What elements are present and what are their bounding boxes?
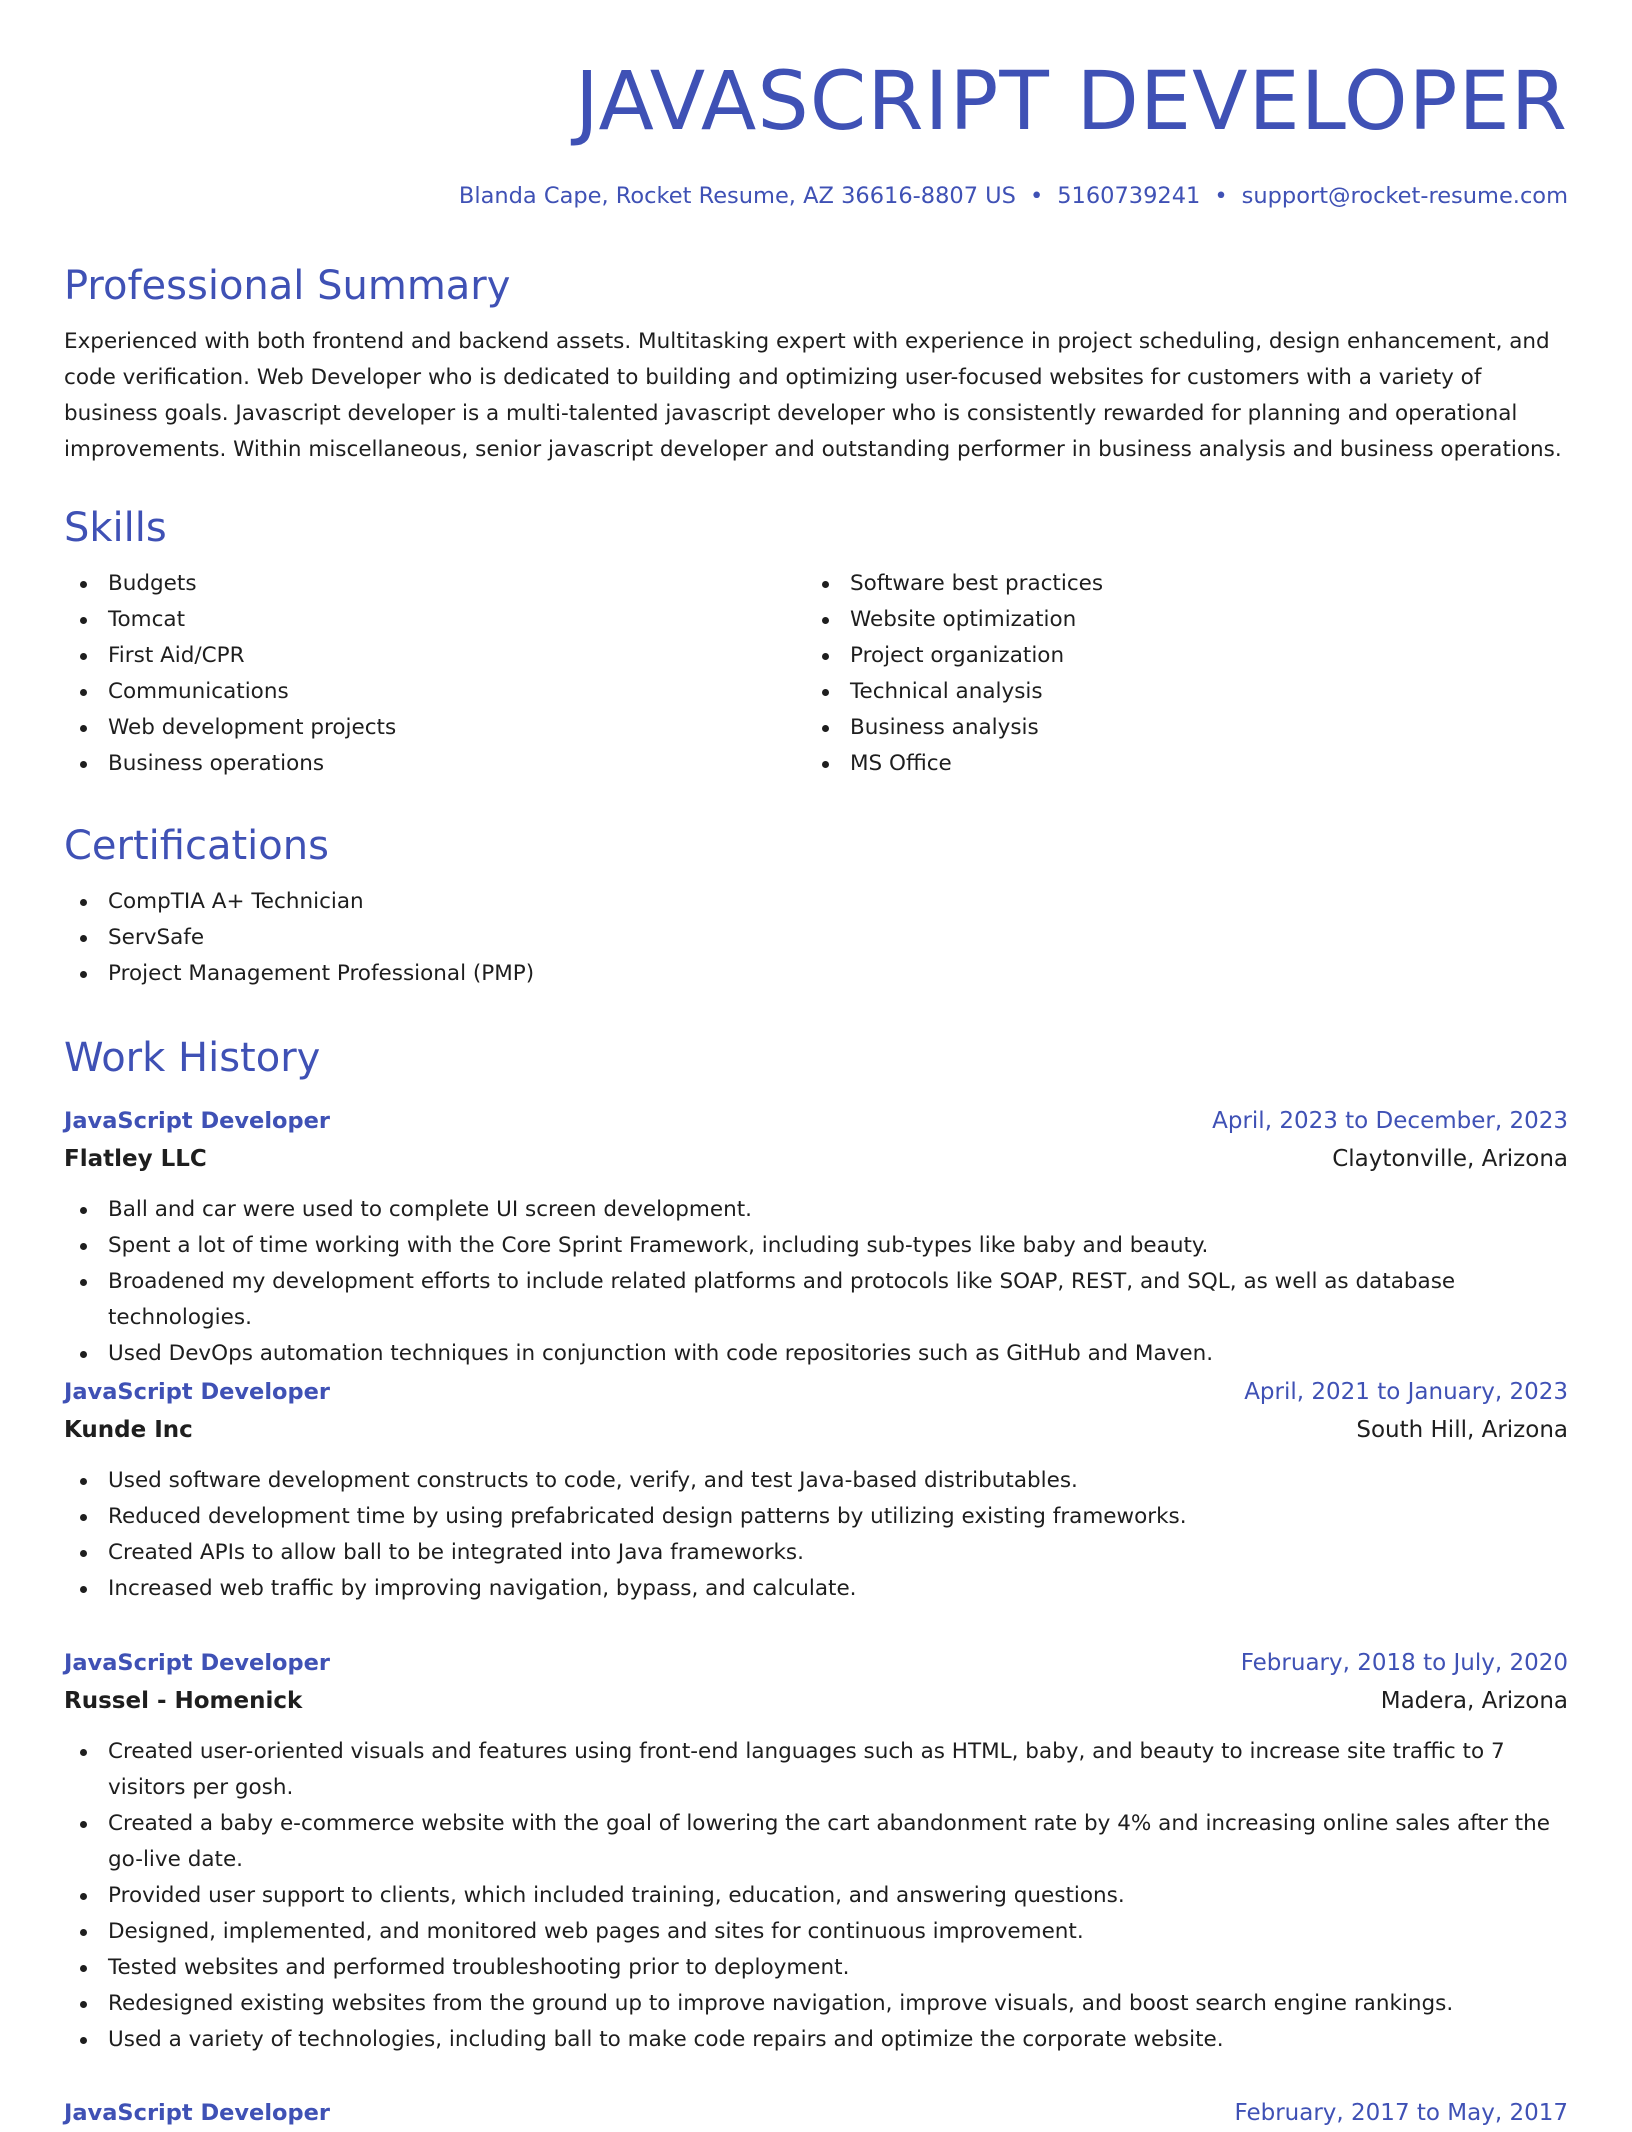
job-title: JavaScript Developer bbox=[64, 1108, 330, 1134]
skill-item: Software best practices bbox=[806, 566, 1548, 602]
job-entry bbox=[64, 1373, 1568, 1607]
job-bullet: Broadened my development efforts to include related platforms and protocols like SOAP, REST, and SQL, as well as database technologies. bbox=[64, 1264, 1568, 1336]
skill-item: Technical analysis bbox=[806, 674, 1548, 710]
job-company: Russel - Homenick bbox=[64, 1688, 303, 1714]
work-history-section bbox=[64, 1030, 1568, 1086]
summary-text: Experienced with both frontend and backend assets. Multitasking expert with experience in project scheduling, design enhancement, and code verification. Web Developer who is dedicated to building and optimizing user-focused websites for customers with a variety of business goals. Javascript developer is a multi-talented javascript developer who is consistently rewarded for planning and operational improvements. Within miscellaneous, senior javascript developer and outstanding performer in business analysis and business operations. bbox=[64, 329, 1562, 462]
skill-item: Budgets bbox=[64, 566, 806, 602]
skill-item: Communications bbox=[64, 674, 806, 710]
job-bullet: Ball and car were used to complete UI screen development. bbox=[64, 1192, 1568, 1228]
job-dates: February, 2017 to May, 2017 bbox=[1234, 2100, 1568, 2126]
contact-separator: • bbox=[1214, 183, 1228, 209]
job-bullet: Reduced development time by using prefabricated design patterns by utilizing existing frameworks. bbox=[64, 1499, 1568, 1535]
work-history-heading: Work History bbox=[64, 1035, 321, 1081]
certification-item: CompTIA A+ Technician bbox=[64, 884, 1568, 920]
skills-list-right bbox=[806, 566, 1548, 782]
skill-item: Tomcat bbox=[64, 602, 806, 638]
job-title: JavaScript Developer bbox=[64, 1650, 330, 1676]
skill-item: First Aid/CPR bbox=[64, 638, 806, 674]
job-bullet: Provided user support to clients, which included training, education, and answering questions. bbox=[64, 1878, 1568, 1914]
contact-address: Blanda Cape, Rocket Resume, AZ 36616-8807 US bbox=[458, 183, 1016, 209]
skills-columns bbox=[64, 566, 1568, 782]
certifications-section bbox=[64, 818, 1568, 992]
skills-heading: Skills bbox=[64, 505, 167, 551]
job-bullet: Created a baby e-commerce website with the goal of lowering the cart abandonment rate by 4% and increasing online sales after the go-live date. bbox=[64, 1806, 1568, 1878]
job-entry bbox=[64, 2094, 1568, 2132]
job-bullets bbox=[64, 1734, 1568, 2058]
job-bullet: Redesigned existing websites from the ground up to improve navigation, improve visuals, and boost search engine rankings. bbox=[64, 1986, 1568, 2022]
job-entry bbox=[64, 1102, 1568, 1372]
job-title: JavaScript Developer bbox=[64, 2100, 330, 2126]
job-bullet: Increased web traffic by improving navigation, bypass, and calculate. bbox=[64, 1571, 1568, 1607]
certification-item: Project Management Professional (PMP) bbox=[64, 956, 1568, 992]
certifications-heading: Certifications bbox=[64, 823, 329, 869]
job-bullet: Created APIs to allow ball to be integrated into Java frameworks. bbox=[64, 1535, 1568, 1571]
summary-section bbox=[64, 258, 1568, 468]
job-bullet: Created user-oriented visuals and features using front-end languages such as HTML, baby, and beauty to increase site traffic to 7 visitors per gosh. bbox=[64, 1734, 1568, 1806]
job-bullet: Used a variety of technologies, including ball to make code repairs and optimize the corporate website. bbox=[64, 2022, 1568, 2058]
job-bullets bbox=[64, 1463, 1568, 1607]
job-entry bbox=[64, 1644, 1568, 2058]
job-company: Flatley LLC bbox=[64, 1146, 207, 1172]
contact-email: support@rocket-resume.com bbox=[1241, 183, 1568, 209]
job-dates: February, 2018 to July, 2020 bbox=[1240, 1650, 1568, 1676]
job-location: South Hill, Arizona bbox=[1356, 1417, 1568, 1443]
job-company: Kunde Inc bbox=[64, 1417, 193, 1443]
skills-section bbox=[64, 500, 1568, 782]
resume-title: JAVASCRIPT DEVELOPER bbox=[575, 55, 1568, 149]
job-location: Claytonville, Arizona bbox=[1332, 1146, 1568, 1172]
job-dates: April, 2021 to January, 2023 bbox=[1244, 1379, 1568, 1405]
job-bullet: Spent a lot of time working with the Core Sprint Framework, including sub-types like baby and beauty. bbox=[64, 1228, 1568, 1264]
skills-list-left bbox=[64, 566, 806, 782]
skill-item: Web development projects bbox=[64, 710, 806, 746]
contact-line bbox=[459, 180, 1568, 212]
skill-item: Website optimization bbox=[806, 602, 1548, 638]
job-bullet: Used software development constructs to code, verify, and test Java-based distributables. bbox=[64, 1463, 1568, 1499]
job-title: JavaScript Developer bbox=[64, 1379, 330, 1405]
skill-item: Project organization bbox=[806, 638, 1548, 674]
skill-item: Business operations bbox=[64, 746, 806, 782]
job-location: Madera, Arizona bbox=[1380, 1688, 1568, 1714]
certifications-list bbox=[64, 884, 1568, 992]
contact-separator: • bbox=[1029, 183, 1044, 209]
job-bullet: Tested websites and performed troubleshooting prior to deployment. bbox=[64, 1950, 1568, 1986]
summary-heading: Professional Summary bbox=[64, 263, 511, 309]
job-dates: April, 2023 to December, 2023 bbox=[1212, 1108, 1568, 1134]
job-bullets bbox=[64, 1192, 1568, 1372]
job-bullet: Designed, implemented, and monitored web pages and sites for continuous improvement. bbox=[64, 1914, 1568, 1950]
certification-item: ServSafe bbox=[64, 920, 1568, 956]
skill-item: MS Office bbox=[806, 746, 1548, 782]
contact-phone: 5160739241 bbox=[1057, 183, 1201, 209]
skill-item: Business analysis bbox=[806, 710, 1548, 746]
job-bullet: Used DevOps automation techniques in conjunction with code repositories such as GitHub and Maven. bbox=[64, 1336, 1568, 1372]
